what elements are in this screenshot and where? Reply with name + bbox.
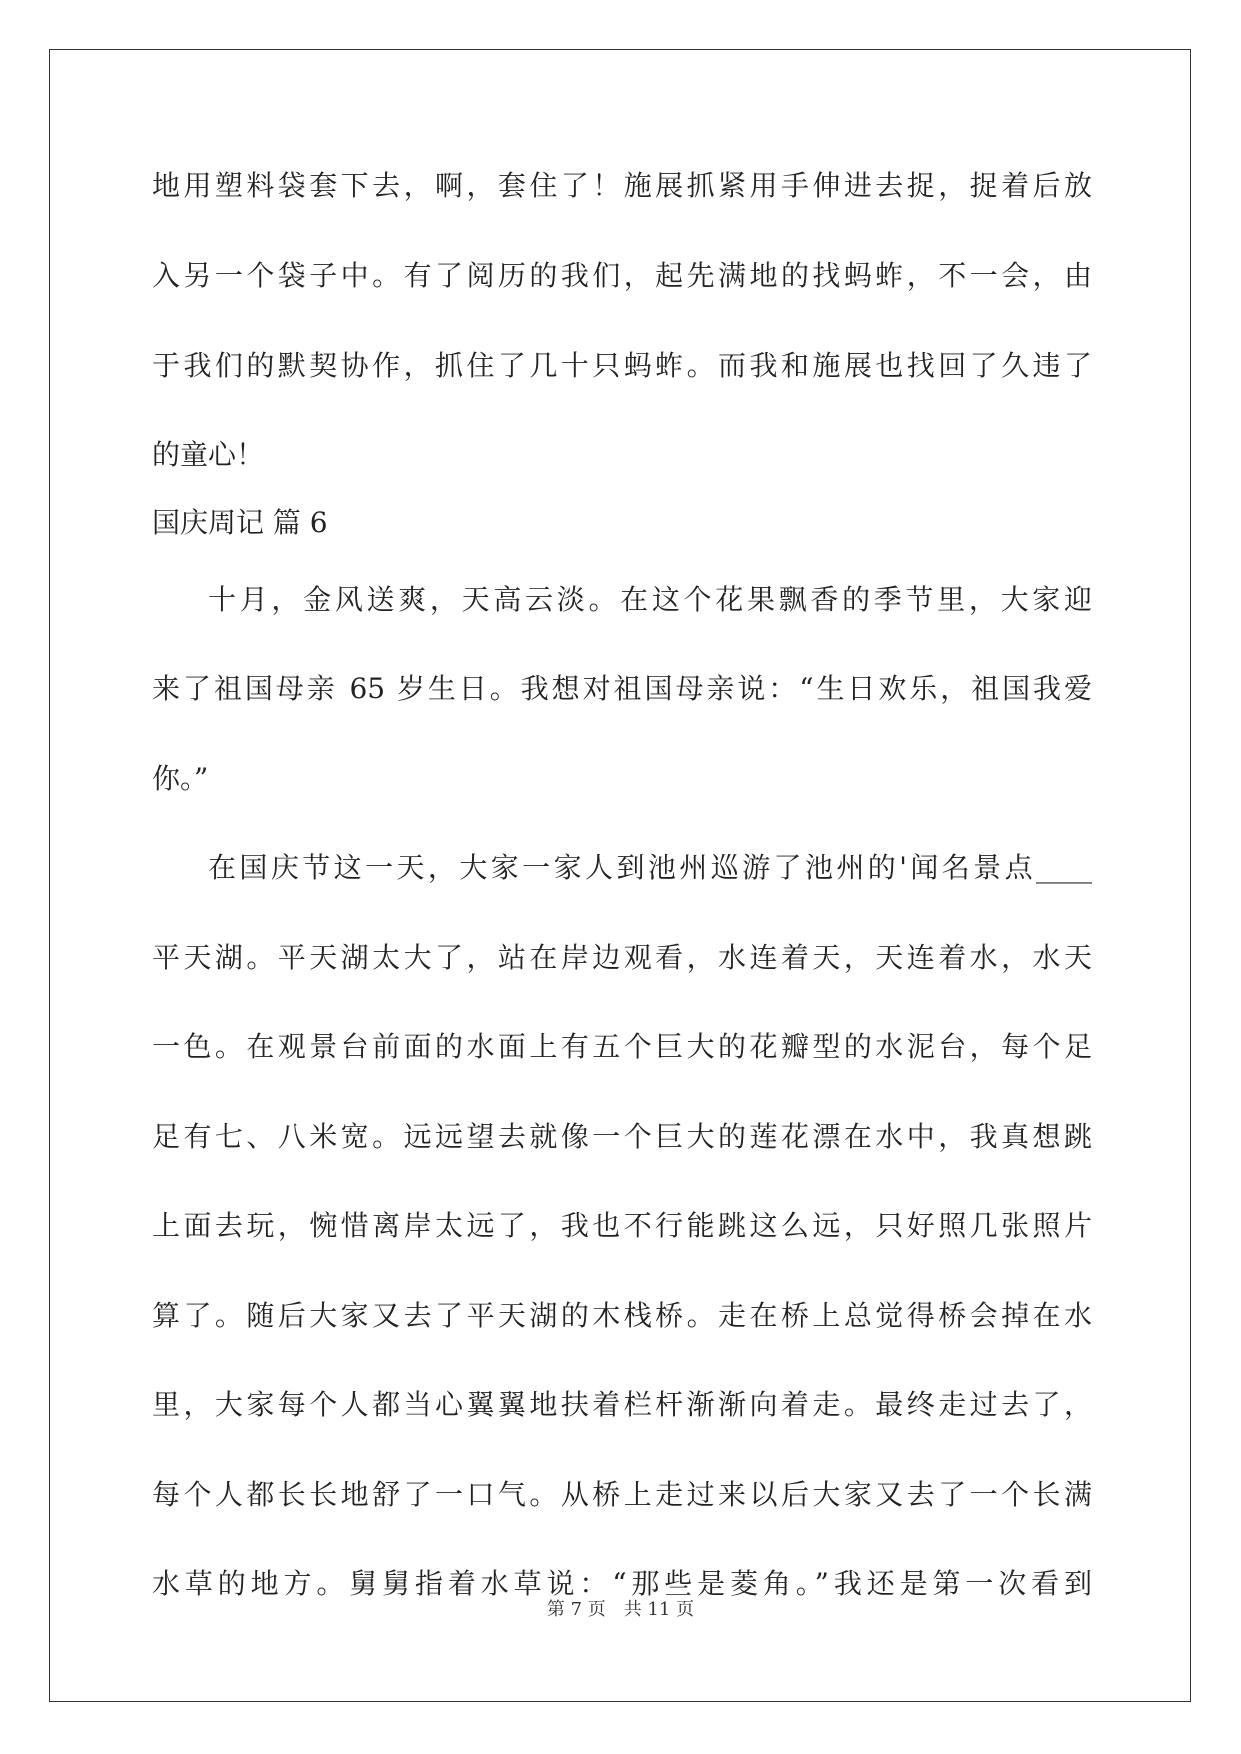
paragraph-line: 来了祖国母亲 65 岁生日。我想对祖国母亲说：“生日欢乐，祖国我爱 — [152, 672, 1092, 705]
paragraph-line: 足有七、八米宽。远远望去就像一个巨大的莲花漂在水中，我真想跳 — [152, 1120, 1092, 1153]
paragraph-line: 里，大家每个人都当心翼翼地扶着栏杆渐渐向着走。最终走过去了， — [152, 1388, 1092, 1421]
page-total: 共 11 页 — [623, 1599, 695, 1620]
paragraph-line: 你。” — [152, 762, 209, 795]
paragraph-line: 一色。在观景台前面的水面上有五个巨大的花瓣型的水泥台，每个足 — [152, 1030, 1092, 1063]
page-number: 第 7 页 — [546, 1599, 606, 1620]
paragraph-line: 上面去玩，惋惜离岸太远了，我也不行能跳这么远，只好照几张照片 — [152, 1209, 1092, 1242]
page-footer — [0, 1598, 1241, 1622]
paragraph-line: 十月，金风送爽，天高云淡。在这个花果飘香的季节里，大家迎 — [208, 583, 1092, 616]
paragraph-line: 的童心！ — [152, 438, 265, 471]
paragraph-line: 于我们的默契协作，抓住了几十只蚂蚱。而我和施展也找回了久违了 — [152, 349, 1092, 382]
paragraph-line: 算了。随后大家又去了平天湖的木栈桥。走在桥上总觉得桥会掉在水 — [152, 1299, 1092, 1332]
paragraph-line: 平天湖。平天湖太大了，站在岸边观看，水连着天，天连着水，水天 — [152, 941, 1092, 974]
paragraph-line: 水草的地方。舅舅指着水草说：“那些是菱角。”我还是第一次看到 — [152, 1567, 1092, 1600]
paragraph-line: 地用塑料袋套下去，啊，套住了！施展抓紧用手伸进去捉，捉着后放 — [152, 169, 1092, 202]
paragraph-line: 入另一个袋子中。有了阅历的我们，起先满地的找蚂蚱，不一会，由 — [152, 259, 1092, 292]
section-heading: 国庆周记 篇 6 — [152, 506, 328, 539]
paragraph-line: 在国庆节这一天，大家一家人到池州巡游了池州的'闻名景点____ — [208, 851, 1092, 884]
paragraph-line: 每个人都长长地舒了一口气。从桥上走过来以后大家又去了一个长满 — [152, 1478, 1092, 1511]
